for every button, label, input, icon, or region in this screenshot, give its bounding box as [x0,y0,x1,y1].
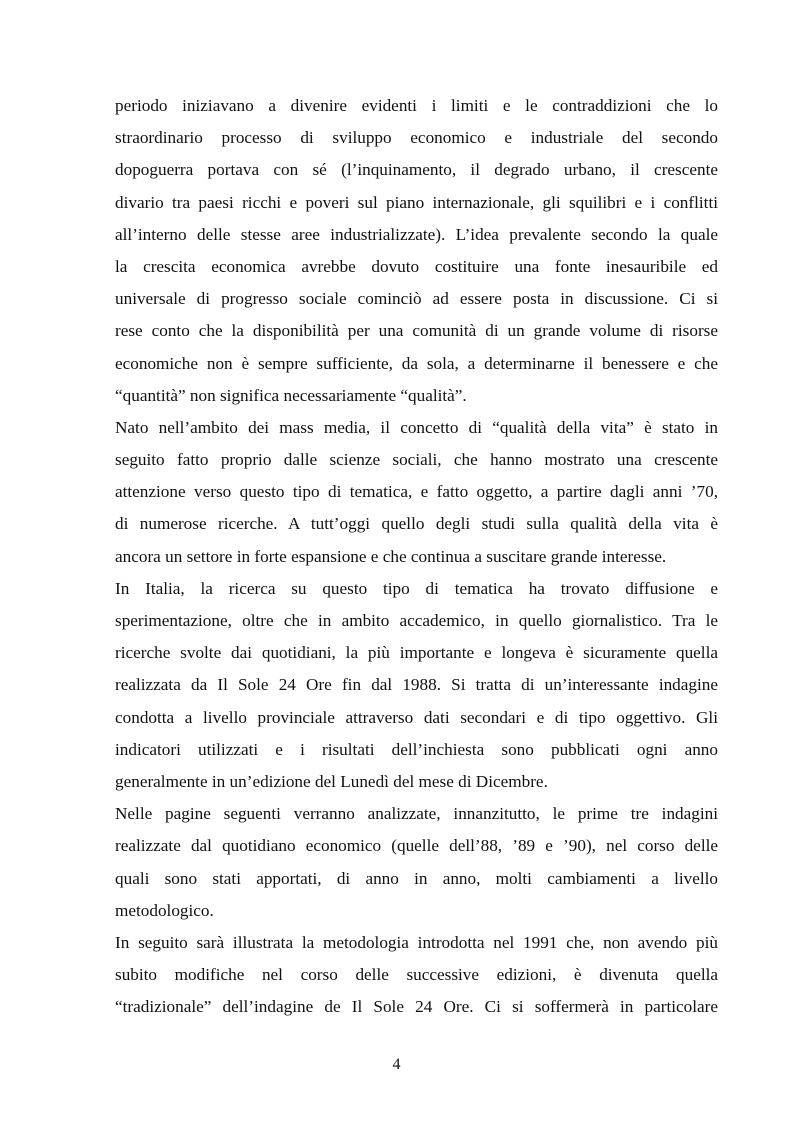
page-number: 4 [392,1056,401,1073]
text-line: generalmente in un’edizione del Lunedì del mese di Dicembre. [115,771,548,791]
paragraph [115,573,718,798]
text-line: quali sono stati apportati, di anno in anno, molti cambiamenti a livello [115,868,718,888]
text-line: “tradizionale” dell’indagine de Il Sole 24 Ore. Ci si soffermerà in particolare [115,997,718,1017]
text-line: ancora un settore in forte espansione e che continua a suscitare grande interesse. [115,546,667,566]
text-line: periodo iniziavano a divenire evidenti i limiti e le contraddizioni che lo [115,96,718,115]
text-line: Nato nell’ambito dei mass media, il concetto di “qualità della vita” è stato in [115,417,718,437]
text-line: di numerose ricerche. A tutt’oggi quello degli studi sulla qualità della vita è [115,514,718,534]
text-line: realizzata da Il Sole 24 Ore fin dal 1988. Si tratta di un’interessante indagine [115,675,718,695]
text-line: Nelle pagine seguenti verranno analizzate, innanzitutto, le prime tre indagini [115,804,718,824]
paragraph [115,90,718,412]
text-line: metodologico. [115,900,214,920]
text-line: rese conto che la disponibilità per una comunità di un grande volume di risorse [115,321,718,341]
text-line: In Italia, la ricerca su questo tipo di tematica ha trovato diffusione e [115,578,718,598]
paragraph [115,798,718,927]
text-line: “quantità” non significa necessariamente “qualità”. [115,385,467,405]
text-line: ricerche svolte dai quotidiani, la più importante e longeva è sicuramente quella [115,643,718,663]
text-line: divario tra paesi ricchi e poveri sul piano internazionale, gli squilibri e i conflitti [115,192,718,212]
document-body [115,90,718,1023]
text-line: indicatori utilizzati e i risultati dell’inchiesta sono pubblicati ogni anno [115,739,718,759]
text-line: subito modifiche nel corso delle successive edizioni, è divenuta quella [115,965,718,985]
paragraph [115,927,718,1024]
text-line: realizzate dal quotidiano economico (quelle dell’88, ’89 e ’90), nel corso delle [115,836,718,856]
text-line: attenzione verso questo tipo di tematica, e fatto oggetto, a partire dagli anni ’70, [115,482,718,502]
text-line: dopoguerra portava con sé (l’inquinamento, il degrado urbano, il crescente [115,160,718,180]
text-line: economiche non è sempre sufficiente, da sola, a determinarne il benessere e che [115,353,718,373]
text-line: seguito fatto proprio dalle scienze sociali, che hanno mostrato una crescente [115,450,718,470]
text-line: la crescita economica avrebbe dovuto costituire una fonte inesauribile ed [115,256,718,276]
paragraph [115,412,718,573]
text-line: universale di progresso sociale cominciò ad essere posta in discussione. Ci si [115,289,718,309]
text-line: condotta a livello provinciale attraverso dati secondari e di tipo oggettivo. Gli [115,707,718,727]
text-line: all’interno delle stesse aree industrializzate). L’idea prevalente secondo la quale [115,224,718,244]
text-line: straordinario processo di sviluppo economico e industriale del secondo [115,128,718,148]
text-line: sperimentazione, oltre che in ambito accademico, in quello giornalistico. Tra le [115,611,718,630]
text-line: In seguito sarà illustrata la metodologia introdotta nel 1991 che, non avendo più [115,932,718,952]
